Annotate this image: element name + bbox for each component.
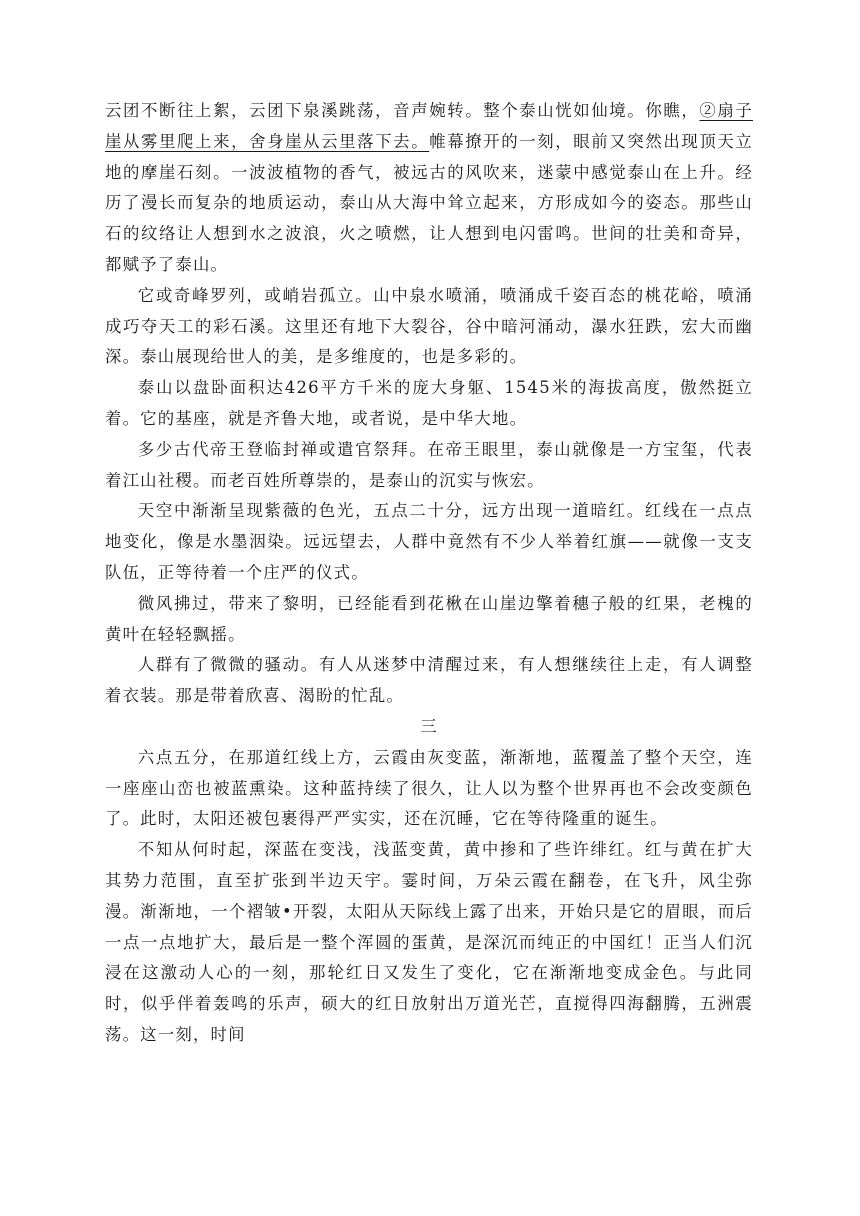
- article-body: [105, 96, 753, 1051]
- paragraph-8: 六点五分，在那道红线上方，云霞由灰变蓝，渐渐地，蓝覆盖了整个天空，连一座座山峦也被蓝熏染。这种蓝持续了很久，让人以为整个世界再也不会改变颜色了。此时，太阳还被包裹得严严实实，还在沉睡，它在等待隆重的诞生。: [105, 747, 753, 829]
- paragraph-9: 不知从何时起，深蓝在变浅，浅蓝变黄，黄中掺和了些许绯红。红与黄在扩大其势力范围，直至扩张到半边天宇。霎时间，万朵云霞在翻卷，在飞升，风尘弥漫。渐渐地，一个褶皱•开裂，太阳从天际线上露了出来，开始只是它的眉眼，而后一点一点地扩大，最后是一整个浑圆的蛋黄，是深沉而纯正的中国红！正当人们沉浸在这激动人心的一刻，那轮红日又发生了变化，它在渐渐地变成金色。与此同时，似乎伴着轰鸣的乐声，硕大的红日放射出万道光芒，直搅得四海翻腾，五洲震荡。这一刻，时间: [105, 840, 753, 1044]
- paragraph-1-rest: 帷幕撩开的一刻，眼前又突然出现顶天立地的摩崖石刻。一波波植物的香气，被远古的风吹来，迷蒙中感觉泰山在上升。经历了漫长而复杂的地质运动，泰山从大海中耸立起来，方形成如今的姿态。那些山石的纹络让人想到水之波浪，火之喷燃，让人想到电闪雷鸣。世间的壮美和奇异，都赋予了泰山。: [105, 131, 753, 274]
- paragraph-4: 多少古代帝王登临封禅或遣官祭拜。在帝王眼里，泰山就像是一方宝玺，代表着江山社稷。而老百姓所尊崇的，是泰山的沉实与恢宏。: [105, 439, 753, 490]
- paragraph-7: 人群有了微微的骚动。有人从迷梦中清醒过来，有人想继续往上走，有人调整着衣装。那是带着欣喜、渴盼的忙乱。: [105, 655, 753, 706]
- paragraph-1-start: 云团不断往上絮，云团下泉溪跳荡，音声婉转。整个泰山恍如仙境。你瞧，: [105, 101, 700, 120]
- underlined-sentence-2: ②扇子崖从雾里爬上来，舍身崖从云里落下去。: [105, 101, 753, 151]
- paragraph-3: 泰山以盘卧面积达426平方千米的庞大身躯、1545米的海拔高度，傲然挺立着。它的基座，就是齐鲁大地，或者说，是中华大地。: [105, 378, 753, 428]
- paragraph-6: 微风拂过，带来了黎明，已经能看到花楸在山崖边擎着穗子般的红果，老槐的黄叶在轻轻飘摇。: [105, 593, 753, 644]
- paragraph-5: 天空中渐渐呈现紫薇的色光，五点二十分，远方出现一道暗红。红线在一点点地变化，像是水墨洇染。远远望去，人群中竟然有不少人举着红旗——就像一支支队伍，正等待着一个庄严的仪式。: [105, 501, 753, 582]
- section-heading: 三: [420, 716, 438, 736]
- paragraph-2: 它或奇峰罗列，或峭岩孤立。山中泉水喷涌，喷涌成千姿百态的桃花峪，喷涌成巧夺天工的彩石溪。这里还有地下大裂谷，谷中暗河涌动，瀑水狂跌，宏大而幽深。泰山展现给世人的美，是多维度的，也是多彩的。: [105, 285, 753, 367]
- paragraph-1: [105, 96, 753, 281]
